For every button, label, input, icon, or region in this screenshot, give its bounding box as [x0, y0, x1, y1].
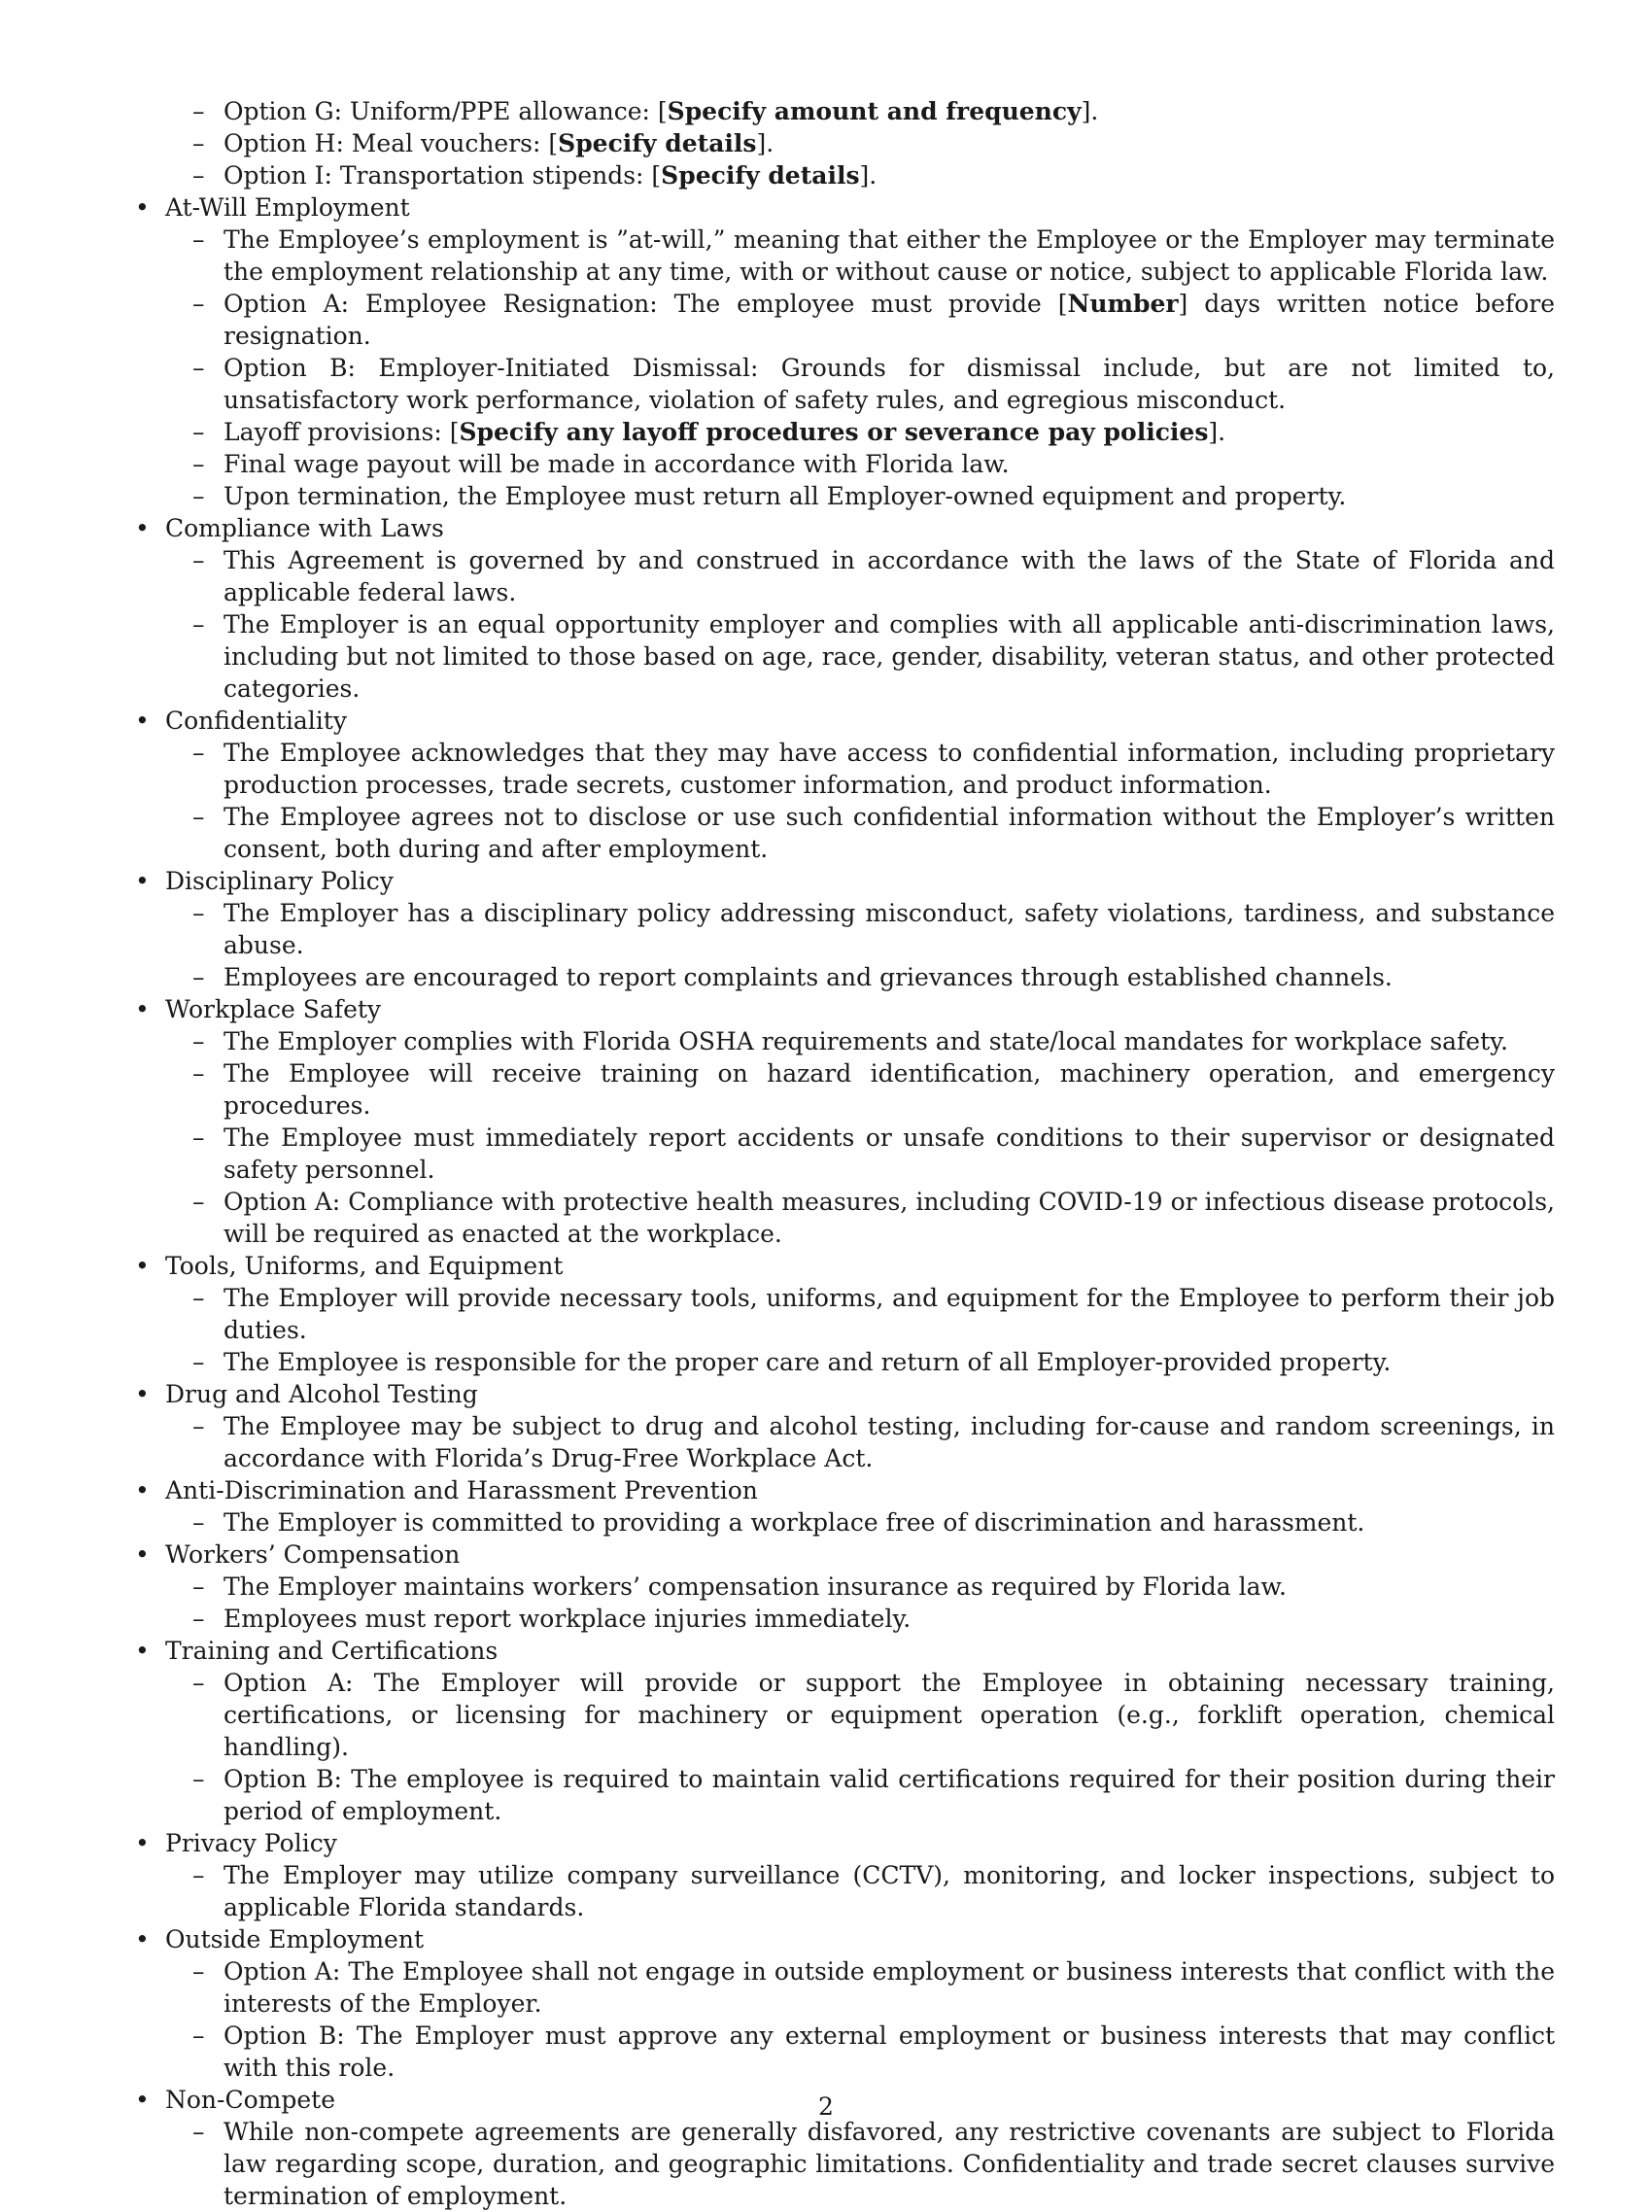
- dash-marker: –: [192, 899, 205, 927]
- placeholder-text: Specify any layoff procedures or severance pay policies: [459, 418, 1209, 446]
- section-heading: Non-Compete: [165, 2086, 335, 2114]
- section-item: [126, 1923, 1555, 2084]
- dash-marker: –: [192, 161, 205, 190]
- dash-marker: –: [192, 418, 205, 446]
- bullet-marker: •: [135, 1925, 150, 1953]
- item-text: Option B: The employee is required to maintain valid certifications required for their position during their period of employment.: [224, 1765, 1555, 1825]
- item-text: The Employer maintains workers’ compensation insurance as required by Florida law.: [224, 1573, 1287, 1601]
- sub-list: [126, 1506, 1555, 1538]
- dash-marker: –: [192, 1765, 205, 1793]
- section-item: [126, 865, 1555, 993]
- section-item: [126, 1538, 1555, 1635]
- sub-list-item: [126, 224, 1555, 288]
- section-item: [126, 512, 1555, 705]
- sub-list: [126, 1410, 1555, 1474]
- dash-marker: –: [192, 803, 205, 831]
- item-text: ].: [859, 161, 878, 190]
- sub-list-item: [126, 1122, 1555, 1186]
- section-heading: Workers’ Compensation: [165, 1540, 461, 1569]
- section-heading: Drug and Alcohol Testing: [165, 1380, 478, 1408]
- sub-list-item: [126, 159, 1555, 191]
- item-text: Option A: Compliance with protective health measures, including COVID-19 or infectious disease protocols, will be required as enacted at the workplace.: [224, 1188, 1555, 1248]
- sub-list-item: [126, 1955, 1555, 2020]
- sub-list: [126, 544, 1555, 705]
- bullet-marker: •: [135, 1637, 150, 1665]
- sub-list-item: [126, 448, 1555, 480]
- item-text: The Employer complies with Florida OSHA requirements and state/local mandates for workplace safety.: [224, 1027, 1508, 1055]
- sub-list: [126, 1859, 1555, 1923]
- bullet-marker: •: [135, 707, 150, 735]
- bullet-marker: •: [135, 995, 150, 1023]
- dash-marker: –: [192, 450, 205, 478]
- item-text: The Employee is responsible for the proper care and return of all Employer-provided property.: [224, 1348, 1392, 1376]
- section-item: [126, 191, 1555, 512]
- dash-marker: –: [192, 739, 205, 767]
- sub-list-item: [126, 801, 1555, 865]
- dash-marker: –: [192, 963, 205, 991]
- item-text: The Employer has a disciplinary policy addressing misconduct, safety violations, tardiness, and substance abuse.: [224, 899, 1555, 959]
- dash-marker: –: [192, 225, 205, 254]
- dash-marker: –: [192, 1123, 205, 1152]
- sub-list-item: [126, 288, 1555, 352]
- sub-list-item: [126, 1506, 1555, 1538]
- bullet-marker: •: [135, 514, 150, 542]
- bullet-marker: •: [135, 867, 150, 895]
- item-text: Option A: The Employee shall not engage in outside employment or business interests that conflict with the interests of the Employer.: [224, 1957, 1555, 2018]
- bullet-marker: •: [135, 193, 150, 222]
- section-heading: At-Will Employment: [165, 193, 410, 222]
- dash-marker: –: [192, 1348, 205, 1376]
- bullet-marker: •: [135, 1476, 150, 1504]
- item-text: The Employer is an equal opportunity employer and complies with all applicable anti-discrimination laws, including but not limited to those based on age, race, gender, disability, veteran status, and other protected categories.: [224, 610, 1555, 703]
- section-item: [126, 1635, 1555, 1827]
- dash-marker: –: [192, 610, 205, 639]
- dash-marker: –: [192, 1669, 205, 1697]
- dash-marker: –: [192, 97, 205, 125]
- bullet-marker: •: [135, 1252, 150, 1280]
- bullet-marker: •: [135, 1540, 150, 1569]
- item-text: The Employee may be subject to drug and alcohol testing, including for-cause and random screenings, in accordance with Florida’s Drug-Free Workplace Act.: [224, 1412, 1555, 1472]
- sub-list-item: [126, 352, 1555, 416]
- dash-marker: –: [192, 1957, 205, 1986]
- section-list: [126, 191, 1555, 2212]
- sub-list-item: [126, 1859, 1555, 1923]
- item-text: The Employer is committed to providing a workplace free of discrimination and harassment.: [224, 1508, 1365, 1537]
- section-heading: Training and Certifications: [165, 1637, 499, 1665]
- sub-list-item: [126, 1025, 1555, 1057]
- sub-list-item: [126, 1603, 1555, 1635]
- sub-list: [126, 1955, 1555, 2084]
- sub-list-item: [126, 1282, 1555, 1346]
- section-item: [126, 993, 1555, 1250]
- item-text: Upon termination, the Employee must return all Employer-owned equipment and property.: [224, 482, 1347, 510]
- sub-list-item: [126, 480, 1555, 512]
- item-text: Option A: The Employer will provide or support the Employee in obtaining necessary training, certifications, or licensing for machinery or equipment operation (e.g., forklift operation, chemical handling).: [224, 1669, 1555, 1761]
- item-text: Option B: The Employer must approve any external employment or business interests that may conflict with this role.: [224, 2022, 1555, 2082]
- sub-list: [126, 1025, 1555, 1250]
- sub-list-item: [126, 1571, 1555, 1603]
- sub-list: [126, 1282, 1555, 1378]
- sub-list-item: [126, 1057, 1555, 1122]
- dash-marker: –: [192, 2118, 205, 2146]
- placeholder-text: Specify amount and frequency: [667, 97, 1082, 125]
- item-text: Option G: Uniform/PPE allowance: [: [224, 97, 668, 125]
- dash-marker: –: [192, 1284, 205, 1312]
- section-item: [126, 1474, 1555, 1538]
- item-text: Option H: Meal vouchers: [: [224, 129, 559, 157]
- section-item: [126, 1250, 1555, 1378]
- sub-list-item: [126, 416, 1555, 448]
- sub-list-item: [126, 544, 1555, 608]
- placeholder-text: Number: [1067, 290, 1179, 318]
- sub-list: [126, 224, 1555, 512]
- item-text: ].: [1081, 97, 1099, 125]
- sub-list-item: [126, 95, 1555, 127]
- item-text: The Employer may utilize company surveillance (CCTV), monitoring, and locker inspections, subject to applicable Florida standards.: [224, 1861, 1555, 1921]
- sub-list: [126, 737, 1555, 865]
- sub-list: [126, 2116, 1555, 2212]
- dash-marker: –: [192, 1605, 205, 1633]
- sub-list: [126, 897, 1555, 993]
- item-text: Option A: Employee Resignation: The employee must provide [: [224, 290, 1068, 318]
- dash-marker: –: [192, 129, 205, 157]
- sub-list: [126, 1571, 1555, 1635]
- item-text: While non-compete agreements are generally disfavored, any restrictive covenants are subject to Florida law regarding scope, duration, and geographic limitations. Confidentiality and trade secret clauses survive termination of employment.: [224, 2118, 1555, 2210]
- sub-list-item: [126, 2020, 1555, 2084]
- document-body: [126, 95, 1555, 2212]
- item-text: This Agreement is governed by and construed in accordance with the laws of the State of Florida and applicable federal laws.: [224, 546, 1555, 606]
- item-text: Option I: Transportation stipends: [: [224, 161, 662, 190]
- item-text: ].: [756, 129, 774, 157]
- sub-list: [126, 1667, 1555, 1827]
- section-heading: Compliance with Laws: [165, 514, 444, 542]
- continued-sub-list: [126, 95, 1555, 191]
- section-heading: Outside Employment: [165, 1925, 424, 1953]
- item-text: Option B: Employer-Initiated Dismissal: Grounds for dismissal include, but are not limited to, unsatisfactory work performance, violation of safety rules, and egregious misconduct.: [224, 354, 1555, 414]
- section-heading: Anti-Discrimination and Harassment Prevention: [165, 1476, 758, 1504]
- sub-list-item: [126, 961, 1555, 993]
- sub-list-item: [126, 1410, 1555, 1474]
- placeholder-text: Specify details: [661, 161, 860, 190]
- dash-marker: –: [192, 354, 205, 382]
- item-text: ].: [1208, 418, 1226, 446]
- item-text: The Employee must immediately report accidents or unsafe conditions to their supervisor or designated safety personnel.: [224, 1123, 1555, 1184]
- section-item: [126, 705, 1555, 865]
- sub-list-item: [126, 1667, 1555, 1763]
- section-item: [126, 1378, 1555, 1474]
- dash-marker: –: [192, 546, 205, 574]
- item-text: ] days written notice before resignation.: [224, 290, 1556, 350]
- sub-list-item: [126, 1346, 1555, 1378]
- dash-marker: –: [192, 1573, 205, 1601]
- sub-list-item: [126, 127, 1555, 159]
- item-text: Final wage payout will be made in accordance with Florida law.: [224, 450, 1010, 478]
- bullet-marker: •: [135, 1380, 150, 1408]
- dash-marker: –: [192, 1861, 205, 1889]
- item-text: The Employee agrees not to disclose or use such confidential information without the Employer’s written consent, both during and after employment.: [224, 803, 1555, 863]
- dash-marker: –: [192, 1059, 205, 1088]
- item-text: Employees must report workplace injuries immediately.: [224, 1605, 912, 1633]
- dash-marker: –: [192, 290, 205, 318]
- bullet-marker: •: [135, 2086, 150, 2114]
- section-heading: Tools, Uniforms, and Equipment: [165, 1252, 564, 1280]
- item-text: The Employer will provide necessary tools, uniforms, and equipment for the Employee to perform their job duties.: [224, 1284, 1555, 1344]
- dash-marker: –: [192, 1412, 205, 1440]
- page-number: 2: [818, 2092, 834, 2121]
- sub-list-item: [126, 608, 1555, 705]
- placeholder-text: Specify details: [558, 129, 757, 157]
- section-heading: Disciplinary Policy: [165, 867, 394, 895]
- dash-marker: –: [192, 1027, 205, 1055]
- dash-marker: –: [192, 2022, 205, 2050]
- sub-list-item: [126, 2116, 1555, 2212]
- section-heading: Confidentiality: [165, 707, 347, 735]
- dash-marker: –: [192, 482, 205, 510]
- sub-list-item: [126, 1763, 1555, 1827]
- item-text: Layoff provisions: [: [224, 418, 460, 446]
- item-text: The Employee acknowledges that they may have access to confidential information, including proprietary production processes, trade secrets, customer information, and product information.: [224, 739, 1555, 799]
- sub-list-item: [126, 1186, 1555, 1250]
- bullet-marker: •: [135, 1829, 150, 1857]
- dash-marker: –: [192, 1188, 205, 1216]
- section-item: [126, 1827, 1555, 1923]
- item-text: The Employee’s employment is ”at-will,” meaning that either the Employee or the Employer may terminate the employment relationship at any time, with or without cause or notice, subject to applicable Florida law.: [224, 225, 1555, 286]
- item-text: The Employee will receive training on hazard identification, machinery operation, and emergency procedures.: [224, 1059, 1555, 1120]
- section-heading: Privacy Policy: [165, 1829, 337, 1857]
- item-text: Employees are encouraged to report complaints and grievances through established channels.: [224, 963, 1393, 991]
- sub-list-item: [126, 737, 1555, 801]
- dash-marker: –: [192, 1508, 205, 1537]
- section-heading: Workplace Safety: [165, 995, 382, 1023]
- sub-list-item: [126, 897, 1555, 961]
